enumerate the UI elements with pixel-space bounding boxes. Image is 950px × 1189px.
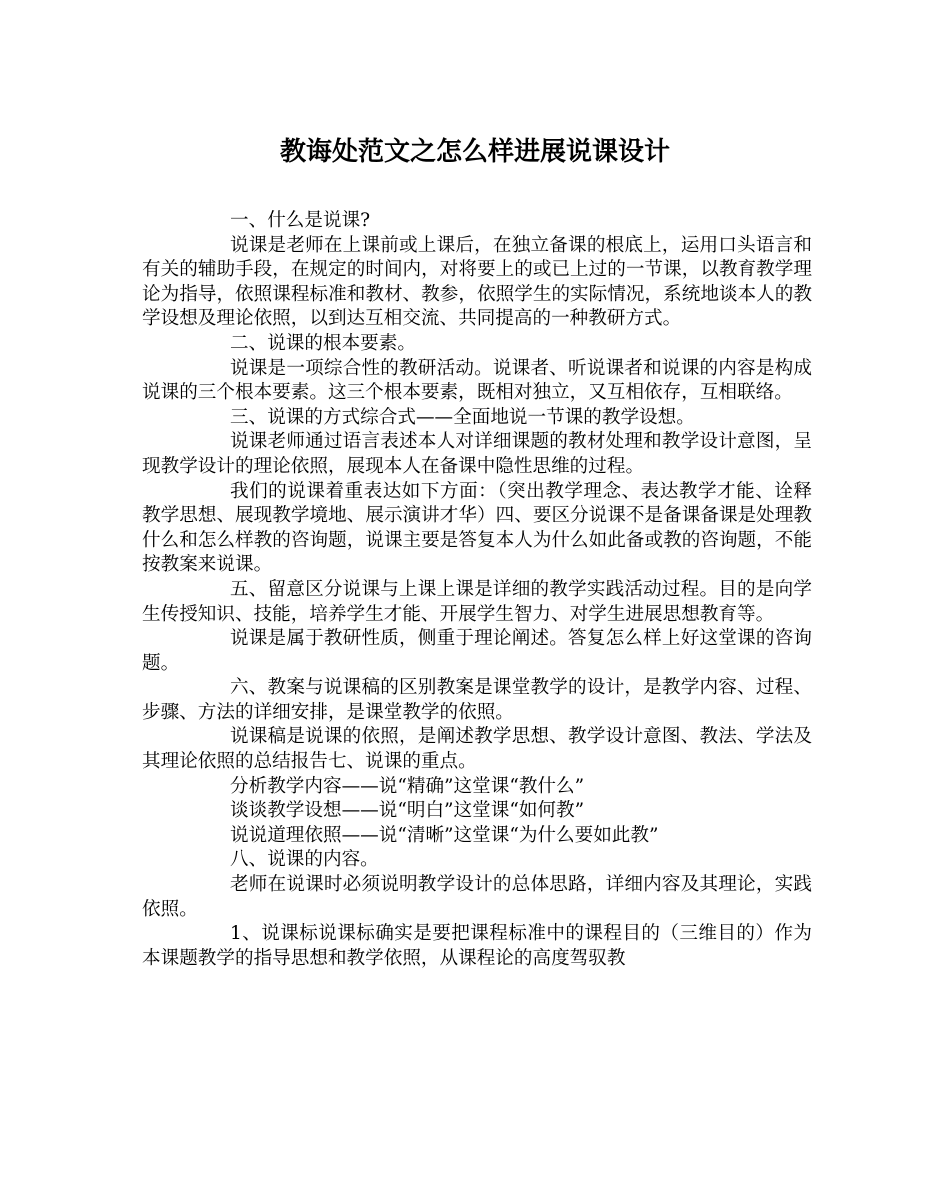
document-title: 教诲处范文之怎么样进展说课设计 — [279, 137, 670, 167]
body-paragraph: 五、留意区分说课与上课上课是详细的教学实践活动过程。目的是向学生传授知识、技能，培养学生才能、开展学生智力、对学生进展思想教育等。 — [142, 578, 812, 625]
list-item: 谈谈教学设想——说“明白”这堂课“如何教” — [230, 800, 585, 822]
body-paragraph: 说课老师通过语言表述本人对详细课题的教材处理和教学设计意图，呈现教学设计的理论依照，展现本人在备课中隐性思维的过程。 — [142, 431, 812, 477]
body-paragraph: 六、教案与说课稿的区别教案是课堂教学的设计，是教学内容、过程、步骤、方法的详细安排，是课堂教学的依照。 — [142, 677, 812, 723]
list-item: 分析教学内容——说“精确”这堂课“教什么” — [230, 775, 585, 797]
section-heading: 三、说课的方式综合式——全面地说一节课的教学设想。 — [230, 406, 695, 428]
body-paragraph: 1、说课标说课标确实是要把课程标准中的课程目的（三维目的）作为本课题教学的指导思想和教学依照，从课程论的高度驾驭教 — [142, 923, 812, 969]
body-paragraph: 说课是老师在上课前或上课后，在独立备课的根底上，运用口头语言和有关的辅助手段，在规定的时间内，对将要上的或已上过的一节课，以教育教学理论为指导，依照课程标准和教材、教参，依照学生的实际情况，系统地谈本人的教学设想及理论依照，以到达互相交流、共同提高的一种教研方式。 — [142, 234, 812, 330]
body-paragraph: 说课是属于教研性质，侧重于理论阐述。答复怎么样上好这堂课的咨询题。 — [142, 628, 812, 674]
section-heading: 一、什么是说课? — [230, 210, 371, 231]
body-paragraph: 说课是一项综合性的教研活动。说课者、听说课者和说课的内容是构成说课的三个根本要素。这三个根本要素，既相对独立，又互相依存，互相联络。 — [142, 357, 812, 404]
list-item: 说说道理依照——说“清晰”这堂课“为什么要如此教” — [230, 824, 659, 846]
section-heading: 二、说课的根本要素。 — [230, 332, 416, 354]
body-paragraph: 说课稿是说课的依照，是阐述教学思想、教学设计意图、教法、学法及其理论依照的总结报告七、说课的重点。 — [142, 726, 812, 773]
body-paragraph: 老师在说课时必须说明教学设计的总体思路，详细内容及其理论，实践依照。 — [142, 874, 812, 920]
section-heading: 八、说课的内容。 — [230, 849, 379, 871]
document-body — [142, 209, 812, 971]
body-paragraph: 我们的说课着重表达如下方面：（突出教学理念、表达教学才能、诠释教学思想、展现教学境地、展示演讲才华）四、要区分说课不是备课备课是处理教什么和怎么样教的咨询题，说课主要是答复本人为什么如此备或教的咨询题，不能按教案来说课。 — [142, 480, 812, 576]
